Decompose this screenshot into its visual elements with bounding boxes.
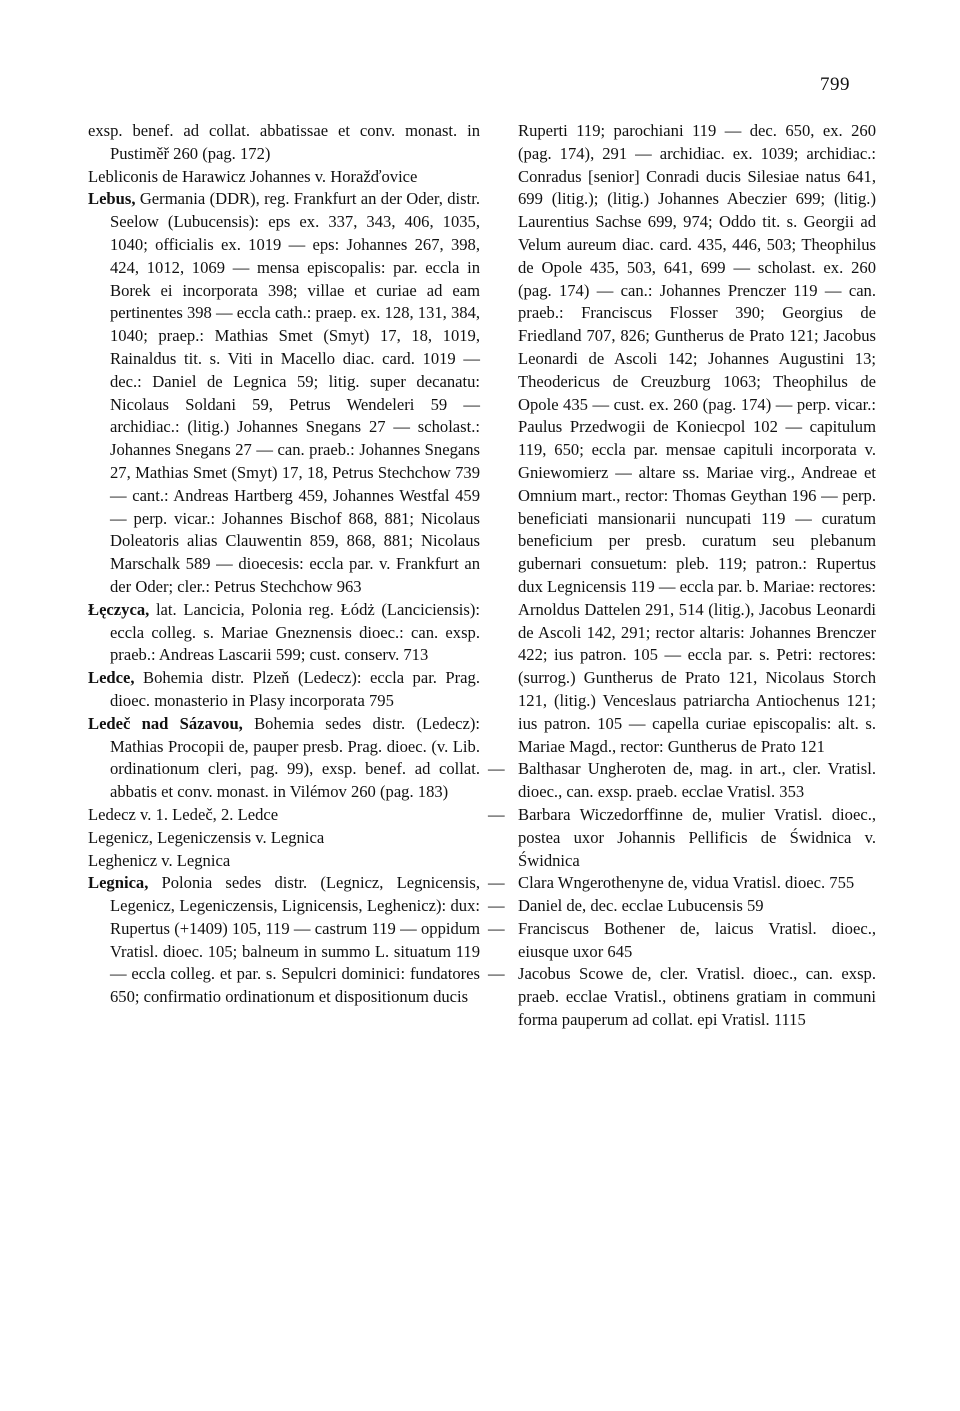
entry-text: Balthasar Ungheroten de, mag. in art., cler. Vratisl. dioec., can. exsp. praeb. ecclae Vratisl. 353 <box>518 759 876 802</box>
dash-marker: — <box>488 759 505 779</box>
index-entry <box>88 667 480 713</box>
entry-text: Clara Wngerothenyne de, vidua Vratisl. dioec. 755 <box>518 873 855 893</box>
headword: Łęczyca, <box>88 599 150 619</box>
left-column <box>88 120 480 1009</box>
index-entry <box>88 713 480 804</box>
entry-text: Lebliconis de Harawicz Johannes v. Horažďovice <box>88 166 418 186</box>
sub-entry <box>488 963 876 1031</box>
index-entry <box>88 804 480 827</box>
index-entry <box>88 188 480 598</box>
entry-text: Ledecz v. 1. Ledeč, 2. Ledce <box>88 804 279 824</box>
sub-entry <box>488 895 876 918</box>
sub-entry <box>488 758 876 804</box>
sub-entry <box>488 872 876 895</box>
entry-text: Daniel de, dec. ecclae Lubucensis 59 <box>518 896 764 916</box>
entry-text: Ruperti 119; parochiani 119 — dec. 650, ex. 260 (pag. 174), 291 — archidiac. ex. 1039; archidiac.: Conradus [senior] Conradi ducis Silesiae natus 641, 699 (litig.); (litig.) Johannes Abeczier 699; (litig.) Laurentius Sachse 699, 974; Oddo tit. s. Georgii ad Velum aureum diac. card. 435, 446, 503; Theophilus de Opole 435, 503, 641, 699 — scholast. ex. 260 (pag. 174) — can.: Johannes Prenczer 119 — can. praeb.: Franciscus Flosser 390; Georgius de Friedland 707, 826; Guntherus de Prato 121; Jacobus Leonardi de Ascoli 142; Johannes Augustini 13; Theodericus de Creuzburg 1063; Theophilus de Opole 435 — cust. ex. 260 (pag. 174) — perp. vicar.: Paulus Przedwogii de Koniecpol 102 — capitulum 119, 650; eccla par. mensae capituli incorporata v. Gniewomierz — altare ss. Mariae virg., Andreae et Omnium mart., rector: Thomas Geythan 196 — perp. beneficiati mansionarii nuncupati 119 — curatum beneficium per presb. curatum seu plebanum gubernari consuetum: pleb. 119; patron.: Rupertus dux Legnicensis 119 — eccla par. b. Mariae: rectores: Arnoldus Dattelen 291, 514 (litig.), Jacobus Leonardi de Ascoli 142, 291; rector altaris: Johannes Brenczer 422; ius patron. 105 — eccla par. s. Petri: rectores: (surrog.) Guntherus de Prato 121, Nicolaus Storch 121, (litig.) Venceslaus patriarcha Antiochenus 121; ius patron. 105 — capella curiae episcopalis: alt. s. Mariae Magd., rector: Guntherus de Prato 121 <box>518 121 876 756</box>
headword: Legnica, <box>88 873 149 893</box>
index-entry <box>88 827 480 850</box>
sub-entry <box>488 918 876 964</box>
entry-text: Barbara Wiczedorffinne de, mulier Vratisl. dioec., postea uxor Johannis Pellificis de Świdnica v. Świdnica <box>518 804 876 870</box>
entry-text: Jacobus Scowe de, cler. Vratisl. dioec., can. exsp. praeb. ecclae Vratisl., obtinens gratiam in communi forma pauperum ad collat. epi Vratisl. 1115 <box>518 964 876 1030</box>
entry-text: Polonia sedes distr. (Legnicz, Legnicensis, Legenicz, Legeniczensis, Lignicensis, Leghenicz): dux: Rupertus (+1409) 105, 119 — castrum 119 — oppidum Vratisl. dioec. 105; balneum in summo L. situatum 119 — eccla colleg. et par. s. Sepulcri dominici: fundatores 650; confirmatio ordinationum et dispositionum ducis <box>110 873 480 1007</box>
index-entry <box>88 599 480 667</box>
headword: Lebus, <box>88 189 136 209</box>
entry-text: Germania (DDR), reg. Frankfurt an der Oder, distr. Seelow (Lubucensis): eps ex. 337, 343, 406, 1035, 1040; officialis ex. 1019 — eps: Johannes 267, 398, 424, 1012, 1069 — mensa episcopalis: par. eccla in Borek ei incorporata 398; villae et curiae ad eam pertinentes 398 — eccla cath.: praep. ex. 128, 131, 384, 1040; praep.: Mathias Smet (Smyt) 17, 18, 1019, Rainaldus tit. s. Viti in Macello diac. card. 1019 — dec.: Daniel de Legnica 59; litig. super decanatu: Nicolaus Soldani 59, Petrus Wendeleri 59 — archidiac.: (litig.) Johannes Snegans 27 — scholast.: Johannes Snegans 27 — can. praeb.: Johannes Snegans 27, Mathias Smet (Smyt) 17, 18, Petrus Stechchow 739 — cant.: Andreas Hartberg 459, Johannes Westfal 459 — perp. vicar.: Johannes Bischof 868, 881; Nicolaus Doleatoris alias Clauwentin 859, 868, 881; Nicolaus Marschalk 589 — dioecesis: eccla par. v. Frankfurt an der Oder; cler.: Petrus Stechchow 963 <box>110 189 481 596</box>
dash-marker: — <box>488 918 505 938</box>
index-entry <box>88 850 480 873</box>
right-column <box>488 120 876 1032</box>
index-entry <box>88 166 480 189</box>
entry-text: exsp. benef. ad collat. abbatissae et conv. monast. in Pustiměř 260 (pag. 172) <box>88 121 480 163</box>
sub-entry <box>488 804 876 872</box>
page-number: 799 <box>820 74 850 95</box>
dash-marker: — <box>488 964 505 984</box>
entry-text: lat. Lancicia, Polonia reg. Łódż (Lanciciensis): eccla colleg. s. Mariae Gneznensis dioec.: can. exsp. praeb.: Andreas Lascarii 599; cust. conserv. 713 <box>110 599 480 665</box>
entry-text: Franciscus Bothener de, laicus Vratisl. dioec., eiusque uxor 645 <box>518 918 876 961</box>
dash-marker: — <box>488 804 505 824</box>
entry-text: Bohemia distr. Plzeň (Ledecz): eccla par. Prag. dioec. monasterio in Plasy incorporata 795 <box>110 668 480 710</box>
index-entry <box>88 120 480 166</box>
entry-text: Legenicz, Legeniczensis v. Legnica <box>88 827 325 847</box>
headword: Ledeč nad Sázavou, <box>88 713 243 733</box>
index-entry <box>88 872 480 1009</box>
dash-marker: — <box>488 896 505 916</box>
index-entry-continuation <box>518 120 876 758</box>
entry-text: Leghenicz v. Legnica <box>88 850 231 870</box>
entry-text: Bohemia sedes distr. (Ledecz): Mathias Procopii de, pauper presb. Prag. dioec. (v. Lib. ordinationum cleri, pag. 99), exsp. benef. ad collat. abbatis et conv. monast. in Vilémov 260 (pag. 183) <box>110 713 480 802</box>
dash-marker: — <box>488 873 505 893</box>
headword: Ledce, <box>88 668 135 688</box>
